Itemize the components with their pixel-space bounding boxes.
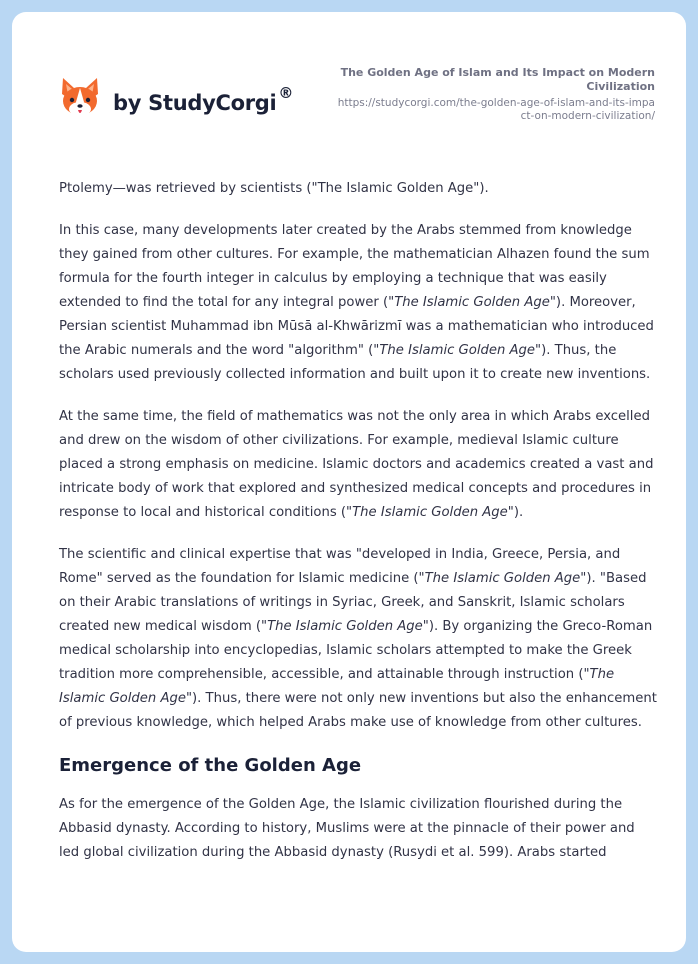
- document-meta: [335, 66, 655, 123]
- document-title: The Golden Age of Islam and Its Impact on Modern Civilization: [340, 66, 655, 93]
- paragraph-text: ").: [507, 505, 524, 520]
- registered-mark: ®: [278, 83, 294, 102]
- document-page: [12, 12, 686, 952]
- citation-title: The Islamic Golden Age: [352, 505, 508, 520]
- paragraph-text: Ptolemy—was retrieved by scientists ("The Islamic Golden Age").: [59, 181, 489, 196]
- paragraph-text: "). Thus, the scholars used previously collected information and built upon it to create new inventions.: [59, 343, 651, 382]
- citation-title: The Islamic Golden Age: [379, 343, 536, 358]
- corgi-icon: [60, 76, 100, 120]
- paragraph-1: [59, 177, 659, 201]
- paragraph-text: "). By organizing the Greco-Roman medical scholarship into encyclopedias, Islamic scholars attempted to make the Greek tradition more comprehensible, accessible, and attainable through instruction (": [59, 619, 653, 682]
- section-heading: Emergence of the Golden Age: [59, 755, 362, 776]
- page-header: [12, 12, 686, 162]
- studycorgi-logo[interactable]: [60, 76, 293, 120]
- paragraph-text: "). Thus, there were not only new inventions but also the enhancement of previous knowledge, which helped Arabs make use of knowledge from other cultures.: [59, 691, 657, 730]
- brand-text: by StudyCorgi: [113, 90, 277, 115]
- paragraph-text: In this case, many developments later created by the Arabs stemmed from knowledge they gained from other cultures. For example, the mathematician Alhazen found the sum formula for the fourth integer in calculus by employing a technique that was easily extended to find the total for any integral power (": [59, 223, 650, 310]
- citation-title: The Islamic Golden Age: [267, 619, 423, 634]
- citation-title: The Islamic Golden Age: [59, 667, 615, 706]
- citation-title: The Islamic Golden Age: [424, 571, 581, 586]
- paragraph-text: As for the emergence of the Golden Age, the Islamic civilization flourished during the Abbasid dynasty. According to history, Muslims were at the pinnacle of their power and led global civilization during the Abbasid dynasty (Rusydi et al. 599). Arabs started: [59, 797, 635, 860]
- paragraph-text: At the same time, the field of mathematics was not the only area in which Arabs excelled and drew on the wisdom of other civilizations. For example, medieval Islamic culture placed a strong emphasis on medicine. Islamic doctors and academics created a vast and intricate body of work that explored and synthesized medical concepts and procedures in response to local and historical conditions (": [59, 409, 654, 520]
- paragraph-text: "). "Based on their Arabic translations of writings in Syriac, Greek, and Sanskrit, Islamic scholars created new medical wisdom (": [59, 571, 647, 634]
- document-url[interactable]: https://studycorgi.com/the-golden-age-of-islam-and-its-impact-on-modern-civilization/: [337, 97, 655, 122]
- brand-name: [113, 83, 294, 115]
- paragraph-text: "). Moreover, Persian scientist Muhammad ibn Mūsā al-Khwārizmī was a mathematician who introduced the Arabic numerals and the word "algorithm" (": [59, 295, 654, 358]
- document-body: [59, 177, 659, 883]
- paragraph-5: [59, 793, 659, 865]
- citation-title: The Islamic Golden Age: [394, 295, 550, 310]
- paragraph-4: [59, 543, 659, 735]
- paragraph-3: [59, 405, 659, 525]
- paragraph-text: The scientific and clinical expertise that was "developed in India, Greece, Persia, and Rome" served as the foundation for Islamic medicine (": [59, 547, 621, 586]
- paragraph-2: [59, 219, 659, 387]
